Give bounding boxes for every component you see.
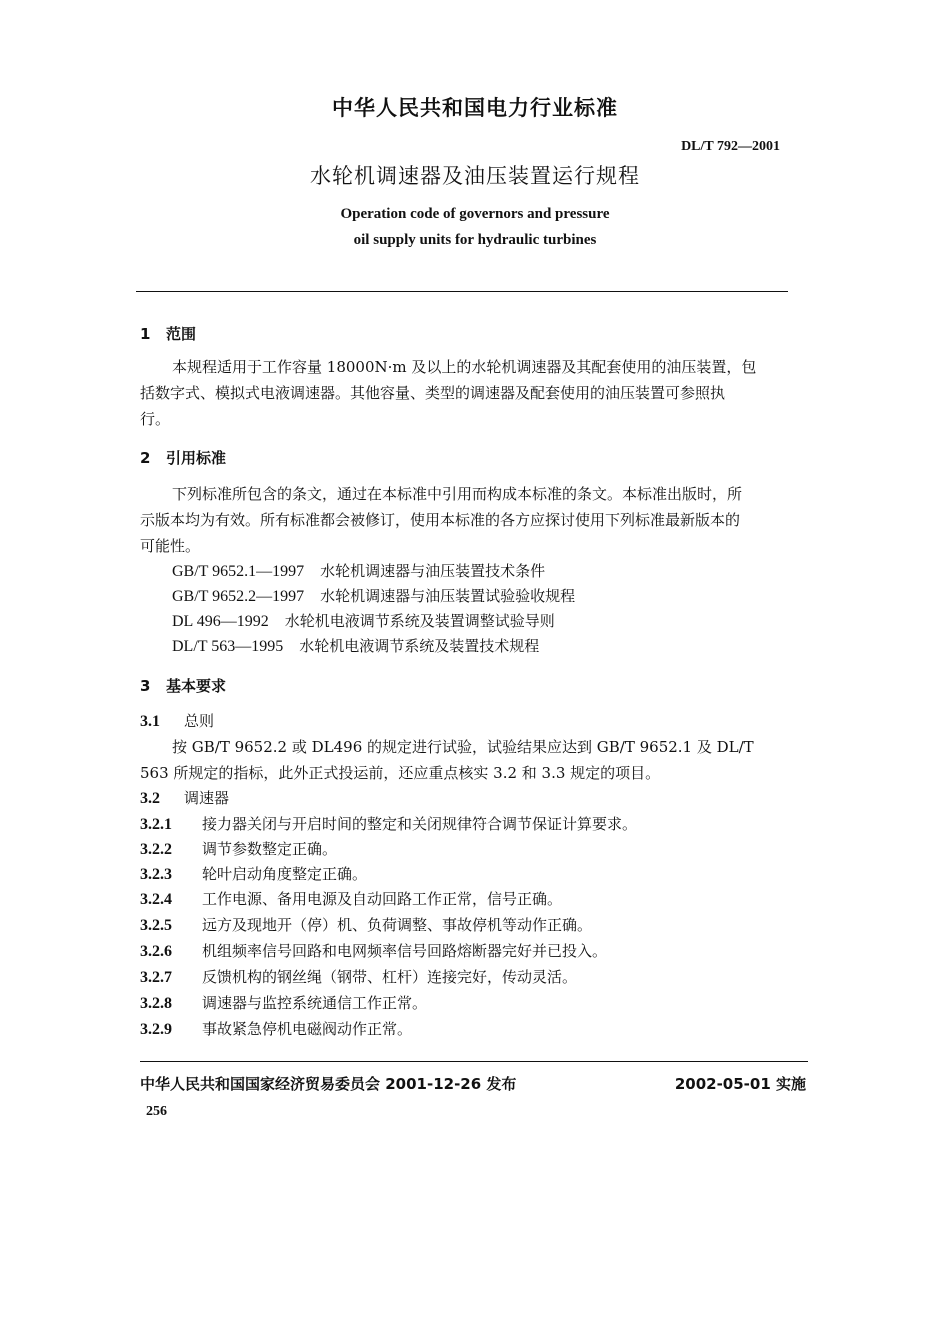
clause-text: 反馈机构的钢丝绳（钢带、杠杆）连接完好，传动灵活。 [202, 968, 578, 986]
clause-title: 总则 [184, 712, 215, 730]
reference-name: 水轮机电液调节系统及装置技术规程 [299, 637, 540, 655]
clause-number: 3.2 [140, 790, 160, 807]
reference-item [172, 585, 575, 606]
section-2-para-line3: 可能性。 [140, 537, 201, 555]
section-title: 引用标准 [166, 449, 227, 467]
section-1-heading [140, 323, 196, 344]
reference-name: 水轮机调速器与油压装置技术条件 [320, 562, 546, 580]
title-cn: 水轮机调速器及油压装置运行规程 [310, 164, 640, 188]
reference-code: DL 496—1992 [172, 613, 269, 630]
clause-item [140, 813, 637, 834]
clause-item [140, 838, 337, 859]
section-3-heading [140, 675, 226, 696]
reference-code: GB/T 9652.2—1997 [172, 588, 305, 605]
clause-item [140, 1018, 412, 1039]
clause-3-1-line2: 563 所规定的指标，此外正式投运前，还应重点核实 3.2 和 3.3 规定的项目。 [140, 764, 661, 782]
clause-number: 3.2.5 [140, 917, 172, 934]
clause-text: 轮叶启动角度整定正确。 [202, 865, 368, 883]
section-2-para-line2: 示版本均为有效。所有标准都会被修订，使用本标准的各方应探讨使用下列标准最新版本的 [140, 511, 741, 529]
footer-rule [140, 1061, 808, 1062]
clause-number: 3.2.9 [140, 1021, 172, 1038]
clause-item [140, 863, 367, 884]
reference-code: DL/T 563—1995 [172, 638, 284, 655]
clause-3-1-line1: 按 GB/T 9652.2 或 DL496 的规定进行试验，试验结果应达到 GB/T 9652.1 及 DL/T [172, 738, 754, 756]
clause-item [140, 966, 577, 987]
clause-number: 3.2.4 [140, 891, 172, 908]
clause-text: 工作电源、备用电源及自动回路工作正常，信号正确。 [202, 890, 563, 908]
clause-text: 远方及现地开（停）机、负荷调整、事故停机等动作正确。 [202, 916, 593, 934]
clause-number: 3.2.2 [140, 841, 172, 858]
clause-text: 调速器与监控系统通信工作正常。 [202, 994, 428, 1012]
clause-text: 机组频率信号回路和电网频率信号回路熔断器完好并已投入。 [202, 942, 608, 960]
section-1-para-line1: 本规程适用于工作容量 18000N·m 及以上的水轮机调速器及其配套使用的油压装置，包 [172, 358, 757, 376]
section-1-para-line3: 行。 [140, 410, 171, 428]
reference-name: 水轮机电液调节系统及装置调整试验导则 [284, 612, 555, 630]
section-number: 2 [140, 449, 151, 467]
standard-code: DL/T 792—2001 [681, 139, 780, 154]
clause-number: 3.2.7 [140, 969, 172, 986]
reference-code: GB/T 9652.1—1997 [172, 563, 305, 580]
clause-text: 接力器关闭与开启时间的整定和关闭规律符合调节保证计算要求。 [202, 815, 638, 833]
section-2-para-line1: 下列标准所包含的条文，通过在本标准中引用而构成本标准的条文。本标准出版时，所 [172, 485, 743, 503]
reference-item [172, 610, 555, 631]
clause-item [140, 992, 427, 1013]
section-number: 1 [140, 325, 151, 343]
header-rule [136, 291, 788, 292]
issue-info: 中华人民共和国国家经济贸易委员会 2001-12-26 发布 [140, 1075, 517, 1093]
title-en-line1: Operation code of governors and pressure [340, 206, 610, 222]
reference-item [172, 635, 539, 656]
clause-number: 3.2.1 [140, 816, 172, 833]
clause-3-2-heading [140, 787, 229, 808]
clause-number: 3.1 [140, 713, 160, 730]
clause-3-1-heading [140, 710, 214, 731]
title-en-line2: oil supply units for hydraulic turbines [353, 232, 597, 248]
section-number: 3 [140, 677, 151, 695]
reference-item [172, 560, 545, 581]
clause-text: 事故紧急停机电磁阀动作正常。 [202, 1020, 413, 1038]
section-1-para-line2: 括数字式、模拟式电液调速器。其他容量、类型的调速器及配套使用的油压装置可参照执 [140, 384, 726, 402]
section-title: 基本要求 [166, 677, 227, 695]
clause-title: 调速器 [184, 789, 230, 807]
clause-number: 3.2.6 [140, 943, 172, 960]
section-title: 范围 [166, 325, 197, 343]
clause-text: 调节参数整定正确。 [202, 840, 338, 858]
reference-name: 水轮机调速器与油压装置试验验收规程 [320, 587, 576, 605]
clause-item [140, 940, 607, 961]
org-name: 中华人民共和国电力行业标准 [332, 96, 618, 120]
page-number: 256 [146, 1104, 167, 1119]
effective-date: 2002-05-01 实施 [674, 1075, 806, 1093]
clause-number: 3.2.3 [140, 866, 172, 883]
clause-item [140, 914, 592, 935]
clause-number: 3.2.8 [140, 995, 172, 1012]
clause-item [140, 888, 562, 909]
section-2-heading [140, 447, 226, 468]
